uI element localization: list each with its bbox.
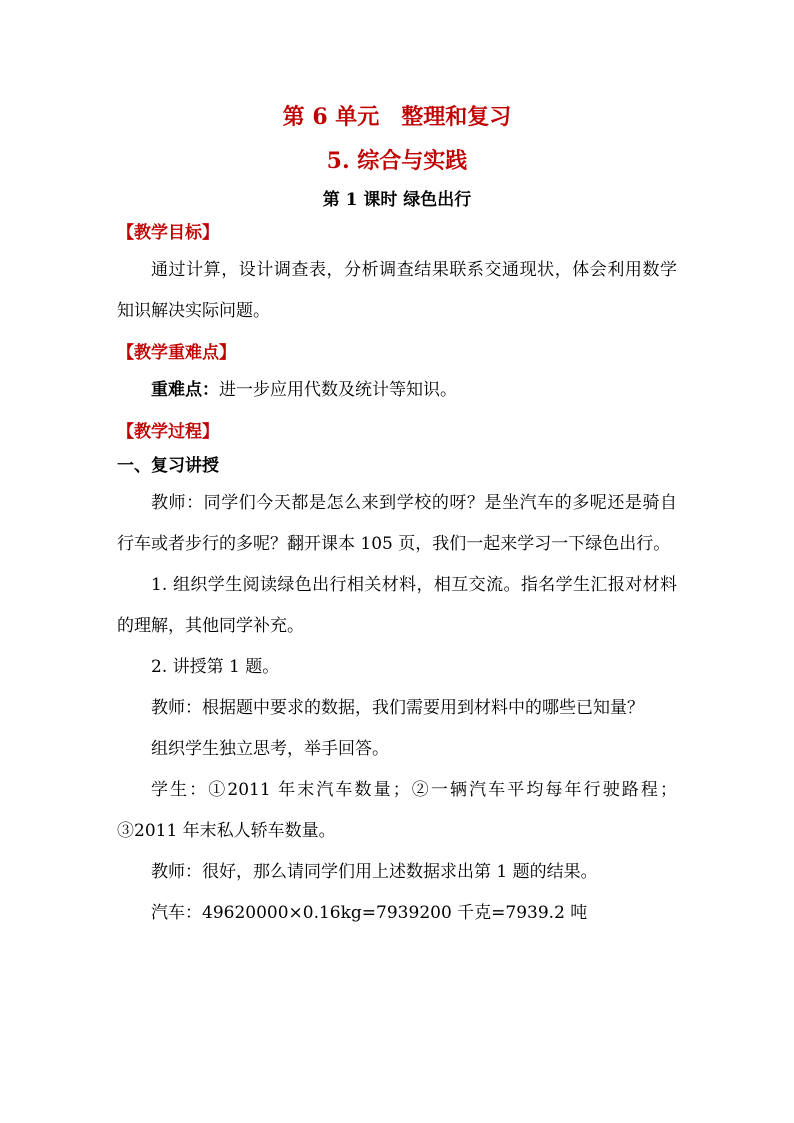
lesson-title: 5. 综合与实践 xyxy=(326,148,468,174)
unit-title: 第 6 单元 整理和复习 xyxy=(282,104,512,130)
key-points-text xyxy=(117,370,677,411)
key-points-label: 重难点： xyxy=(151,380,219,400)
review-heading: 一、复习讲授 xyxy=(117,456,219,476)
class-title: 第 1 课时 绿色出行 xyxy=(322,190,472,210)
goals-text: 通过计算，设计调查表，分析调查结果联系交通现状，体会利用数学知识解决实际问题。 xyxy=(117,260,677,321)
paragraph-think: 组织学生独立思考，举手回答。 xyxy=(151,739,389,759)
paragraph-teacher-question: 教师：根据题中要求的数据，我们需要用到材料中的哪些已知量？ xyxy=(151,698,644,718)
process-heading: 【教学过程】 xyxy=(117,422,219,442)
key-points-heading: 【教学重难点】 xyxy=(117,343,236,363)
paragraph-step-2: 2. 讲授第 1 题。 xyxy=(151,657,280,677)
paragraph-step-1: 1. 组织学生阅读绿色出行相关材料，相互交流。指名学生汇报对材料的理解，其他同学补充。 xyxy=(117,575,677,636)
paragraph-student-answer: 学生：①2011 年末汽车数量；②一辆汽车平均每年行驶路程；③2011 年末私人轿车数量。 xyxy=(117,780,677,841)
paragraph-teacher-compute: 教师：很好，那么请同学们用上述数据求出第 1 题的结果。 xyxy=(151,862,598,882)
document-page xyxy=(117,100,677,934)
paragraph-car-calculation: 汽车：49620000×0.16kg=7939200 千克=7939.2 吨 xyxy=(151,903,588,923)
paragraph-teacher-intro: 教师：同学们今天都是怎么来到学校的呀？是坐汽车的多呢还是骑自行车或者步行的多呢？翻开课本 105 页，我们一起来学习一下绿色出行。 xyxy=(117,493,677,554)
goals-heading: 【教学目标】 xyxy=(117,223,219,243)
key-points-content: 进一步应用代数及统计等知识。 xyxy=(219,380,457,400)
